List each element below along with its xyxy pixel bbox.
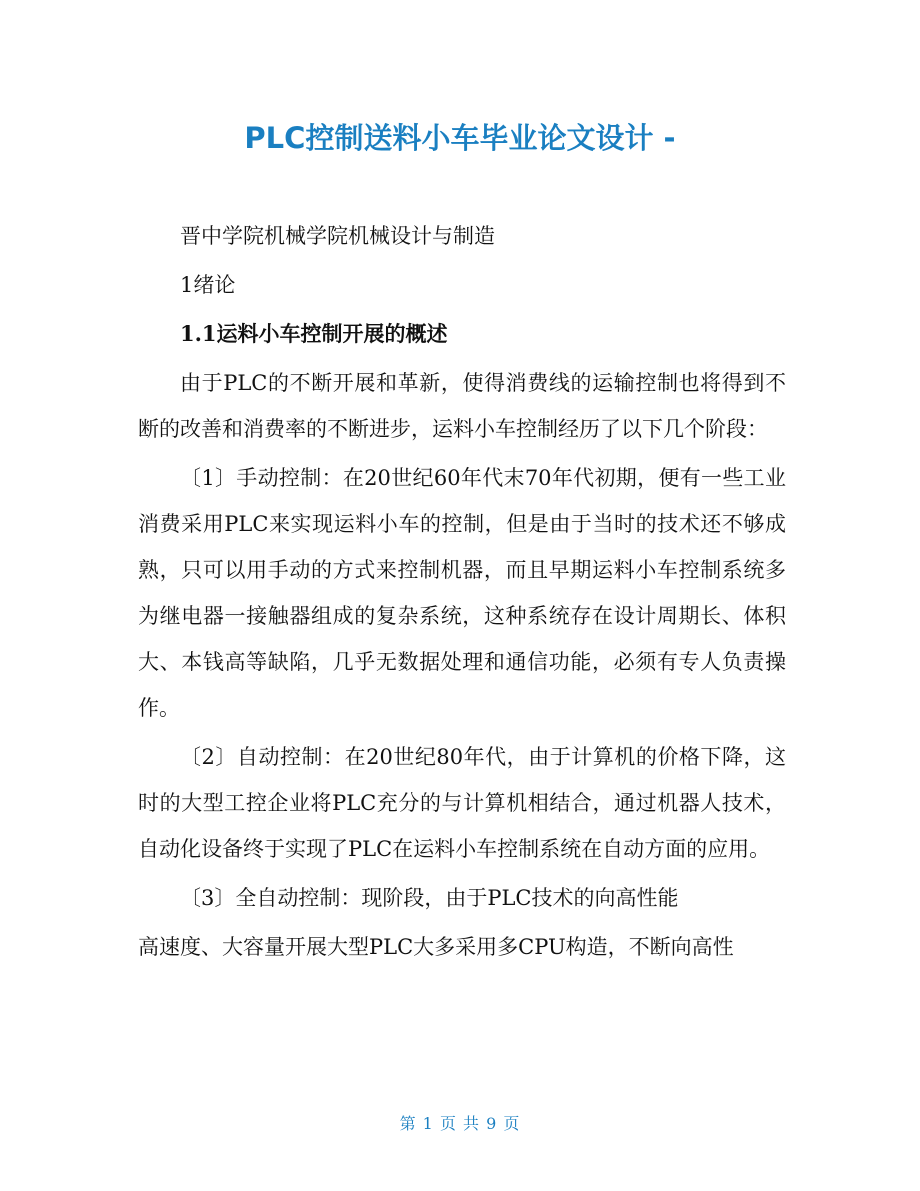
- author-line: 晋中学院机械学院机械设计与制造: [180, 224, 495, 248]
- stage-1-paragraph: 〔1〕手动控制：在20世纪60年代末70年代初期，便有一些工业消费采用PLC来实现运料小车的控制，但是由于当时的技术还不够成熟，只可以用手动的方式来控制机器，而且早期运料小车控制系统多为继电器一接触器组成的复杂系统，这种系统存在设计周期长、体积大、本钱高等缺陷，几乎无数据处理和通信功能，必须有专人负责操作。: [138, 466, 786, 720]
- stage-3-paragraph: 〔3〕全自动控制：现阶段，由于PLC技术的向高性能: [180, 886, 679, 910]
- page-number-label: 第 1 页 共 9 页: [399, 1114, 521, 1133]
- document-body: [138, 213, 786, 973]
- stage-2-paragraph: 〔2〕自动控制：在20世纪80年代，由于计算机的价格下降，这时的大型工控企业将PLC充分的与计算机相结合，通过机器人技术，自动化设备终于实现了PLC在运料小车控制系统在自动方面的应用。: [138, 745, 786, 861]
- chapter-heading: 1绪论: [180, 273, 236, 297]
- document-title: PLC控制送料小车毕业论文设计 -: [244, 121, 676, 155]
- stage-3-continuation: 高速度、大容量开展大型PLC大多采用多CPU构造，不断向高性: [138, 935, 734, 959]
- intro-paragraph: 由于PLC的不断开展和革新，使得消费线的运输控制也将得到不断的改善和消费率的不断进步，运料小车控制经历了以下几个阶段：: [138, 371, 786, 441]
- section-heading: 1.1运料小车控制开展的概述: [180, 321, 448, 346]
- page-number-footer: [0, 1112, 920, 1136]
